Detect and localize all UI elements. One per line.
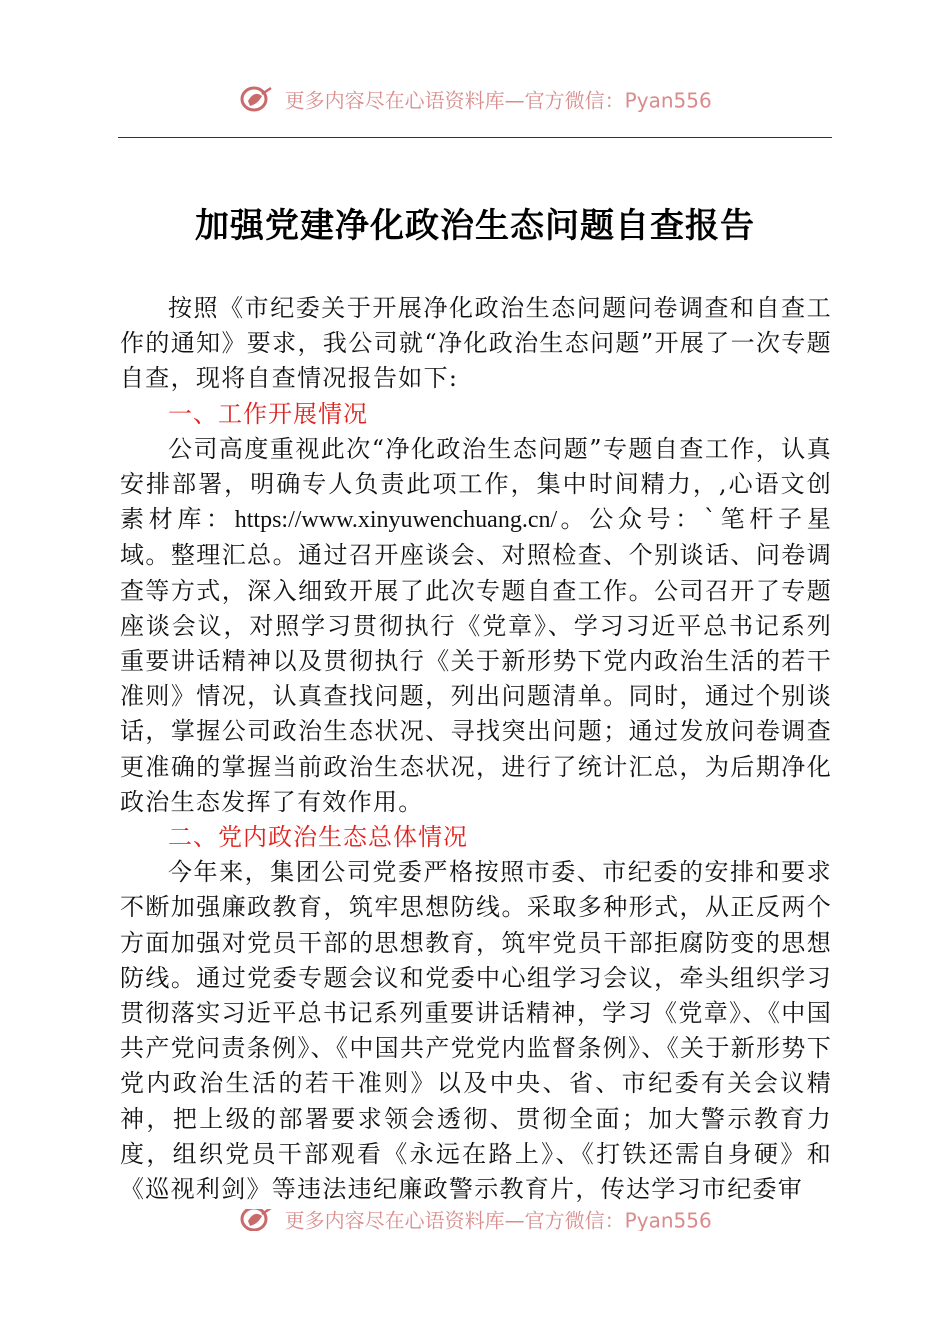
document-body (120, 291, 832, 1207)
header-watermark (0, 84, 950, 114)
footer-watermark-text: 更多内容尽在心语资料库—官方微信：Pyan556 (284, 1209, 712, 1231)
header-divider (118, 137, 832, 138)
watermark-text: 更多内容尽在心语资料库—官方微信：Pyan556 (284, 88, 712, 113)
footer-watermark (0, 1209, 950, 1231)
website-link[interactable]: https://www.xinyuwenchuang.cn/ (234, 507, 558, 534)
section-heading-1: 一、工作开展情况 (168, 399, 368, 428)
section-heading-2: 二、党内政治生态总体情况 (168, 823, 468, 852)
brand-logo-icon (238, 84, 274, 114)
section1-text-a: 公司高度重视此次“净化政治生态问题”专题自查工作，认真安排部署，明确专人负责此项工作，集中时间精力，,心语文创素材库： (120, 434, 832, 534)
section2-paragraph: 今年来，集团公司党委严格按照市委、市纪委的安排和要求不断加强廉政教育，筑牢思想防线。采取多种形式，从正反两个方面加强对党员干部的思想教育，筑牢党员干部拒腐防变的思想防线。通过党委专题会议和党委中心组学习会议，牵头组织学习贯彻落实习近平总书记系列重要讲话精神，学习《党章》、《中国共产党问责条例》、《中国共产党党内监督条例》、《关于新形势下党内政治生活的若干准则》以及中央、省、市纪委有关会议精神，把上级的部署要求领会透彻、贯彻全面；加大警示教育力度，组织党员干部观看《永远在路上》、《打铁还需自身硬》和《巡视利剑》等违法违纪廉政警示教育片，传达学习市纪委审 (120, 858, 832, 1204)
document-title: 加强党建净化政治生态问题自查报告 (195, 206, 755, 246)
section1-text-b: 。公众号：`笔杆子星域。整理汇总。通过召开座谈会、对照检查、个别谈话、问卷调查等方式，深入细致开展了此次专题自查工作。公司召开了专题座谈会议，对照学习贯彻执行《党章》、学习习近平总书记系列重要讲话精神以及贯彻执行《关于新形势下党内政治生活的若干准则》情况，认真查找问题，列出问题清单。同时，通过个别谈话，掌握公司政治生态状况、寻找突出问题；通过发放问卷调查更准确的掌握当前政治生态状况，进行了统计汇总，为后期净化政治生态发挥了有效作用。 (120, 505, 833, 816)
intro-paragraph: 按照《市纪委关于开展净化政治生态问题问卷调查和自查工作的通知》要求，我公司就“净化政治生态问题”开展了一次专题自查，现将自查情况报告如下: (120, 294, 832, 393)
brand-logo-icon-footer (238, 1209, 274, 1231)
section1-paragraph (120, 432, 832, 820)
